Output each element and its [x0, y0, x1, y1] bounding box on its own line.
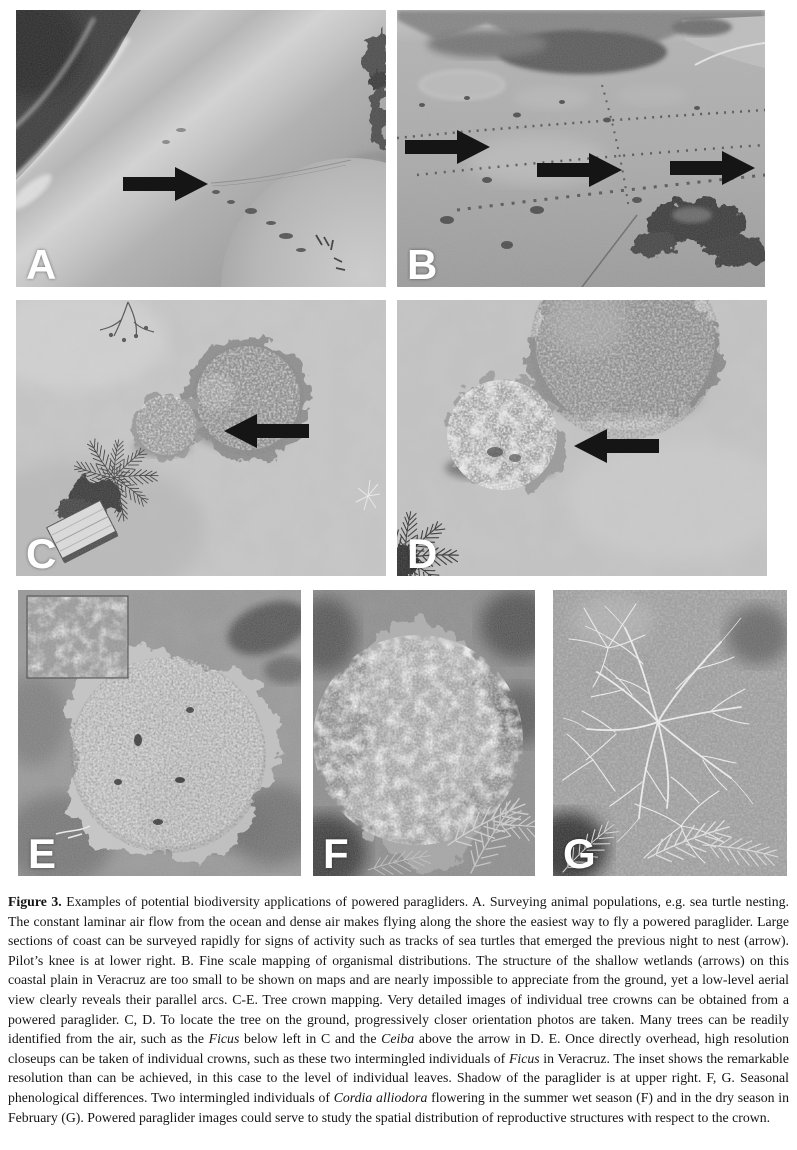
photo-panel-b-coastal-plain: [397, 10, 765, 287]
caption-species-ficus: Ficus: [208, 1031, 240, 1047]
caption-text: flowering in the summer wet season (F) and in the dry season in February (G). Powered paraglider images could serve to study the spatial distribution of reproductive structures with respect to the crown.: [8, 1089, 789, 1125]
panel-label-d: D: [407, 530, 438, 576]
panel-label-g: G: [563, 830, 596, 876]
caption-figure-number: Figure 3.: [8, 894, 62, 909]
photo-panel-f-flowering-crown: [313, 590, 535, 876]
photo-panel-e-overhead-crown-inset: [18, 590, 301, 876]
panel-label-a: A: [26, 241, 57, 287]
caption-species-ficus: Ficus: [508, 1050, 540, 1066]
figure-caption: [8, 892, 789, 1127]
panel-label-c: C: [26, 530, 57, 576]
caption-text: in Veracruz. The inset shows the remarkable resolution than can be achieved, in this case to the level of individual leaves. Shadow of the paraglider is at upper right. F, G. Seasonal phenological differences. Two intermingled individuals of: [8, 1050, 789, 1105]
caption-text: above the arrow in D. E. Once directly overhead, high resolution closeups can be taken of individual crowns, such as these two intermingled individuals of: [8, 1031, 789, 1066]
panel-label-e: E: [28, 830, 57, 876]
caption-text: below left in C and the: [239, 1031, 382, 1047]
panel-label-b: B: [407, 241, 438, 287]
caption-species-ceiba: Ceiba: [381, 1031, 415, 1047]
photo-panel-g-leafless-crown: [553, 590, 787, 876]
caption-text: Examples of potential biodiversity applications of powered paragliders. A. Surveying animal populations, e.g. sea turtle nesting. The constant laminar air flow from the ocean and dense air makes flying along the shore the easiest way to fly a powered paraglider. Large sections of coast can be surveyed rapidly for signs of activity such as tracks of sea turtles that emerged the previous night to nest (arrow). Pilot’s knee is at lower right. B. Fine scale mapping of organismal distributions. The structure of the shallow wetlands (arrows) on this coastal plain in Veracruz are too small to be shown on maps and are nearly impossible to appreciate from the ground, yet a low-level aerial view clearly reveals their parallel arcs. C-E. Tree crown mapping. Very detailed images of individual tree crowns can be obtained from a powered paraglider. C, D. To locate the tree on the ground, progressively closer orientation photos are taken. Many trees can be readily identified from the air, such as the: [8, 894, 789, 1047]
photo-panel-d-tree-crowns-close: [397, 300, 767, 576]
photo-panel-a-beach-aerial: [16, 10, 386, 287]
panel-label-f: F: [323, 830, 349, 876]
photo-panel-c-tree-crowns: [16, 300, 386, 576]
caption-species-cordia: Cordia alliodora: [333, 1089, 428, 1105]
